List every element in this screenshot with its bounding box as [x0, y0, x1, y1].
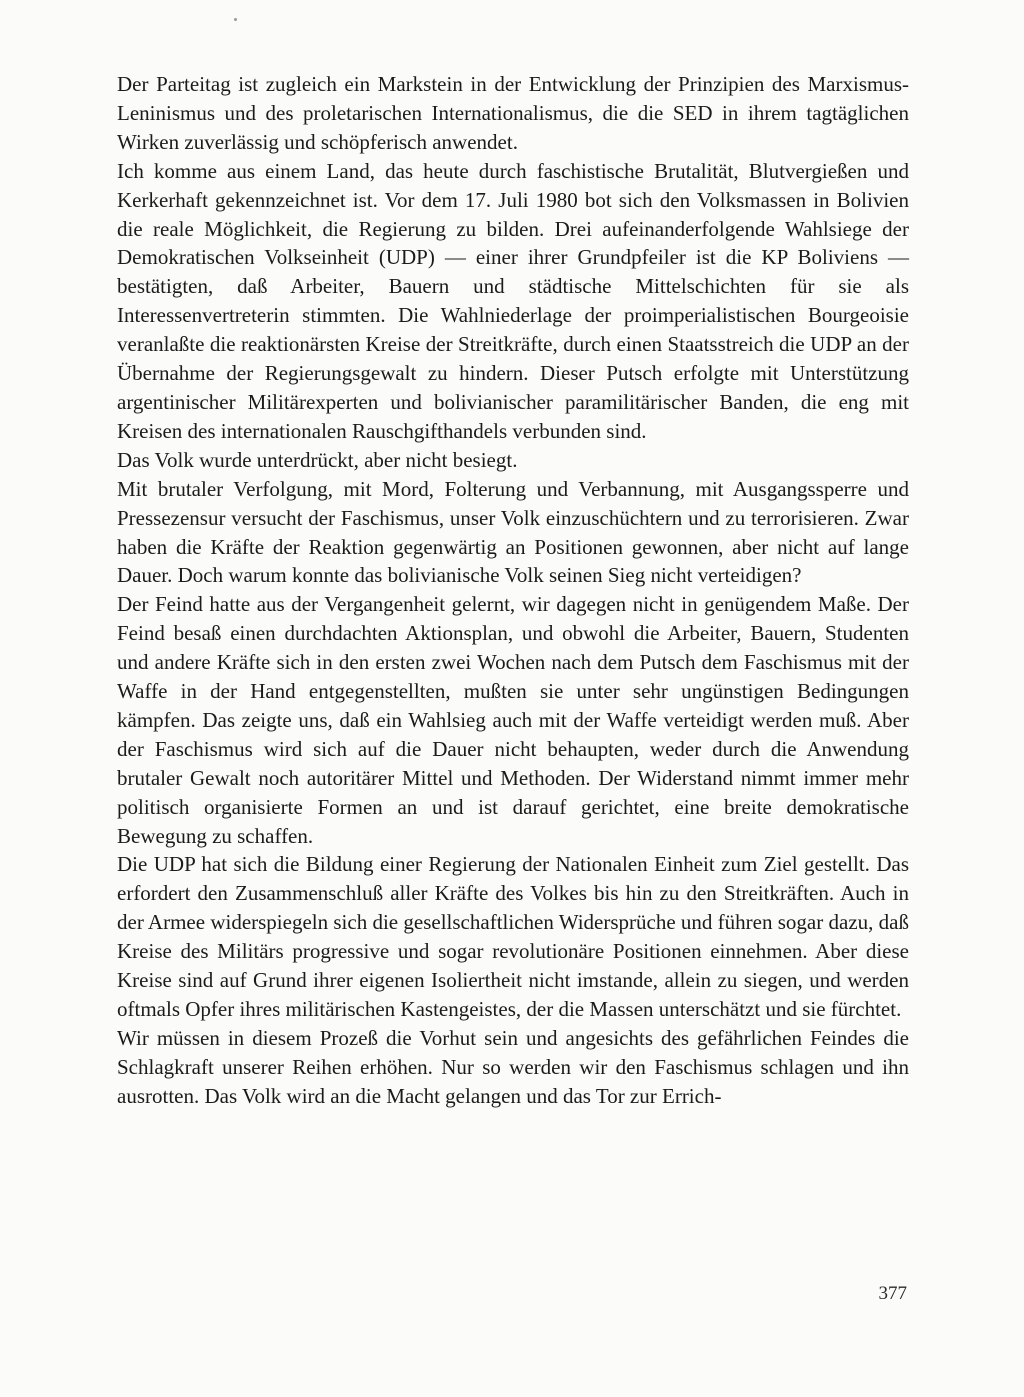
paragraph-4: Mit brutaler Verfolgung, mit Mord, Folterung und Verbannung, mit Ausgangssperre und Pressezensur versucht der Faschismus, unser Volk einzuschüchtern und zu terrorisieren. Zwar haben die Kräfte der Reaktion gegenwärtig an Positionen gewonnen, aber nicht auf lange Dauer. Doch warum konnte das bolivianische Volk seinen Sieg nicht verteidigen?: [117, 476, 909, 588]
paragraph-5: Der Feind hatte aus der Vergangenheit gelernt, wir dagegen nicht in genügendem Maße. Der Feind besaß einen durchdachten Aktionsplan, und obwohl die Arbeiter, Bauern, Studenten und andere Kräfte sich in den ersten zwei Wochen nach dem Putsch dem Faschismus mit der Waffe in der Hand entgegenstellten, mußten sie unter sehr ungünstigen Bedingungen kämpfen. Das zeigte uns, daß ein Wahlsieg auch mit der Waffe verteidigt werden muß. Aber der Faschismus wird sich auf die Dauer nicht behaupten, weder durch die Anwendung brutaler Gewalt noch autoritärer Mittel und Methoden. Der Widerstand nimmt immer mehr politisch organisierte Formen an und ist darauf gerichtet, eine breite demokratische Bewegung zu schaffen.: [117, 592, 909, 848]
body-text: [117, 70, 909, 1111]
paragraph-2: Ich komme aus einem Land, das heute durch faschistische Brutalität, Blutvergießen und Kerkerhaft gekennzeichnet ist. Vor dem 17. Juli 1980 bot sich den Volksmassen in Bolivien die reale Möglichkeit, die Regierung zu bilden. Drei aufeinanderfolgende Wahlsiege der Demokratischen Volkseinheit (UDP) — einer ihrer Grundpfeiler ist die KP Boliviens — bestätigten, daß Arbeiter, Bauern und städtische Mittelschichten für sie als Interessenvertreterin stimmten. Die Wahlniederlage der proimperialistischen Bourgeoisie veranlaßte die reaktionärsten Kreise der Streitkräfte, durch einen Staatsstreich die UDP an der Übernahme der Regierungsgewalt zu hindern. Dieser Putsch erfolgte mit Unterstützung argentinischer Militärexperten und bolivianischer paramilitärischer Banden, die eng mit Kreisen des internationalen Rauschgifthandels verbunden sind.: [117, 158, 909, 443]
paragraph-6: Die UDP hat sich die Bildung einer Regierung der Nationalen Einheit zum Ziel gestellt. Das erfordert den Zusammenschluß aller Kräfte des Volkes bis hin zu den Streitkräften. Auch in der Armee widerspiegeln sich die gesellschaftlichen Widersprüche und führen sogar dazu, daß Kreise des Militärs progressive und sogar revolutionäre Positionen einnehmen. Aber diese Kreise sind auf Grund ihrer eigenen Isoliertheit nicht imstande, allein zu siegen, und werden oftmals Opfer ihres militärischen Kastengeistes, der die Massen unterschätzt und sie fürchtet.: [117, 852, 909, 1021]
page-number: 377: [878, 1283, 907, 1304]
print-speck: [234, 18, 237, 21]
paragraph-7: Wir müssen in diesem Prozeß die Vorhut sein und angesichts des gefährlichen Feindes die Schlagkraft unserer Reihen erhöhen. Nur so werden wir den Faschismus schlagen und ihn ausrotten. Das Volk wird an die Macht gelangen und das Tor zur Errich-: [117, 1025, 909, 1108]
paragraph-3: Das Volk wurde unterdrückt, aber nicht besiegt.: [117, 447, 518, 472]
paragraph-1: Der Parteitag ist zugleich ein Markstein in der Entwicklung der Prinzipien des Marxismus-Leninismus und des proletarischen Internationalismus, die die SED in ihrem tagtäglichen Wirken zuverlässig und schöpferisch anwendet.: [117, 72, 909, 154]
